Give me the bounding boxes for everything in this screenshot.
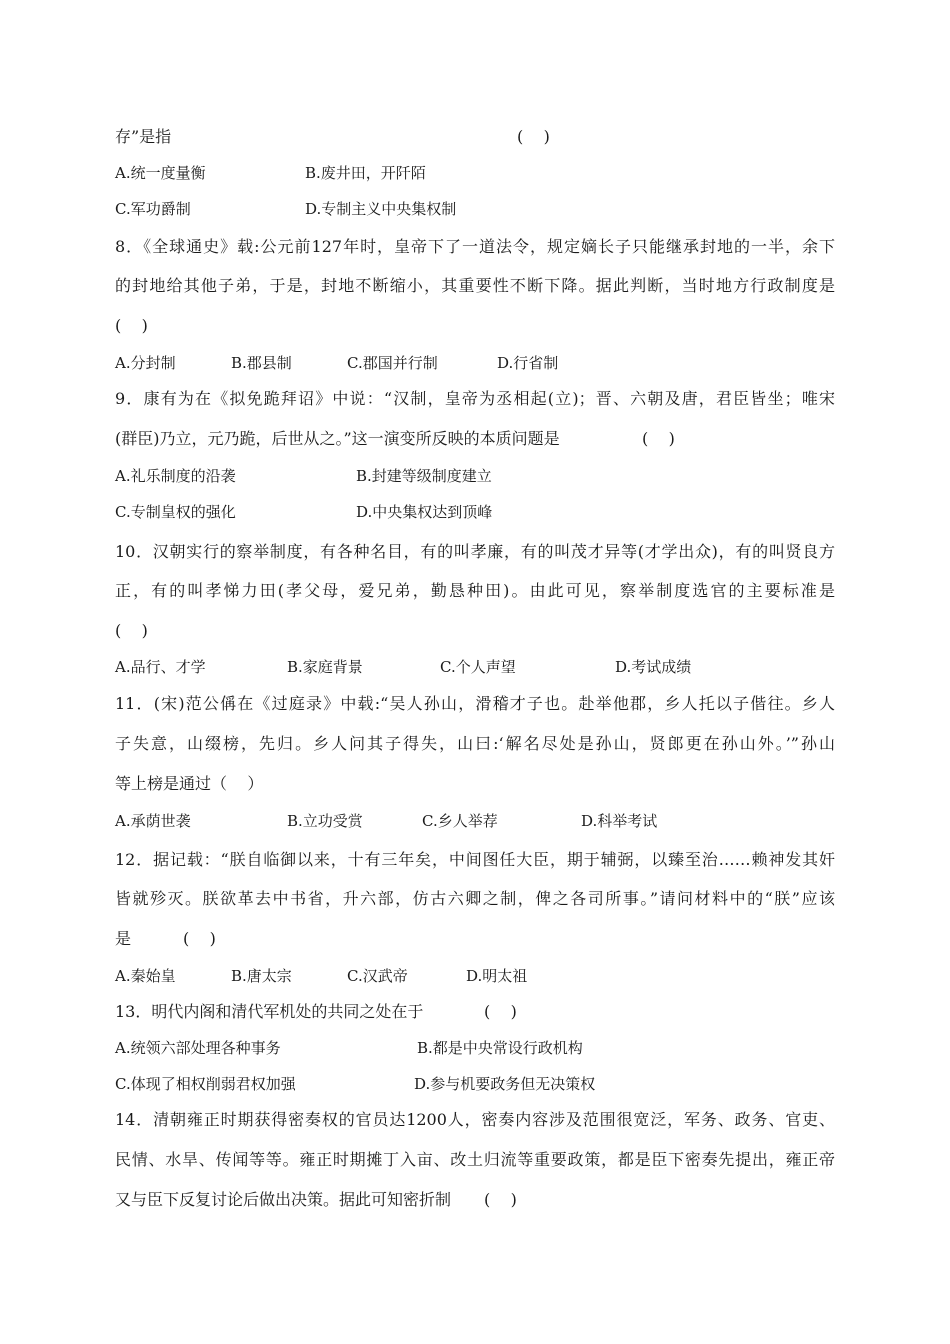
question-14-stem-line-3: 又与臣下反复讨论后做出决策。据此可知密折制 — [115, 1190, 452, 1209]
option-b: B.封建等级制度建立 — [356, 467, 492, 485]
question-11-stem-line-2: 子失意，山缀榜，先归。乡人问其子得失，山曰:‘解名尽处是孙山，贤郎更在孙山外。’”孙山 — [115, 734, 835, 753]
option-a: A.统领六部处理各种事务 — [115, 1039, 281, 1057]
answer-parentheses: ( ) — [484, 1002, 517, 1021]
question-11-stem-line-1: 11．(宋)范公偁在《过庭录》中载:“吴人孙山，滑稽才子也。赴举他郡，乡人托以子偕往。乡人 — [115, 694, 835, 713]
option-a: A.统一度量衡 — [115, 164, 206, 182]
question-8-stem-line-2: 的封地给其他子弟，于是，封地不断缩小，其重要性不断下降。据此判断，当时地方行政制度是 — [115, 276, 835, 295]
option-a: A.秦始皇 — [115, 967, 176, 985]
option-d: D.科举考试 — [581, 812, 658, 830]
option-a: A.分封制 — [115, 354, 176, 372]
question-12-stem-line-3: 是 — [115, 929, 132, 948]
answer-parentheses: ( ) — [484, 1190, 517, 1209]
question-14-stem-line-1: 14．清朝雍正时期获得密奏权的官员达1200人，密奏内容涉及范围很宽泛，军务、政务、官吏、 — [115, 1110, 835, 1129]
option-c: C.专制皇权的强化 — [115, 503, 236, 521]
option-d: D.专制主义中央集权制 — [305, 200, 457, 218]
question-14-stem-line-2: 民情、水旱、传闻等等。雍正时期摊丁入亩、改土归流等重要政策，都是臣下密奏先提出，雍正帝 — [115, 1150, 835, 1169]
option-b: B.唐太宗 — [231, 967, 292, 985]
option-c: C.郡国并行制 — [347, 354, 438, 372]
option-b: B.家庭背景 — [287, 658, 363, 676]
option-c: C.汉武帝 — [347, 967, 408, 985]
option-c: C.个人声望 — [440, 658, 516, 676]
question-10-stem-line-2: 正，有的叫孝悌力田(孝父母，爱兄弟，勤恳种田)。由此可见，察举制度选官的主要标准是 — [115, 581, 835, 600]
question-7-stem-tail: 存”是指 — [115, 127, 172, 146]
question-11-stem-line-3: 等上榜是通过（ ） — [115, 774, 264, 793]
option-d: D.中央集权达到顶峰 — [356, 503, 493, 521]
option-b: B.郡县制 — [231, 354, 292, 372]
option-d: D.考试成绩 — [615, 658, 692, 676]
option-a: A.承荫世袭 — [115, 812, 191, 830]
answer-parentheses: ( ) — [115, 316, 148, 335]
answer-parentheses: ( ) — [183, 929, 216, 948]
option-c: C.乡人举荐 — [422, 812, 498, 830]
answer-parentheses: ( ) — [642, 429, 675, 448]
option-a: A.品行、才学 — [115, 658, 206, 676]
question-13-stem: 13．明代内阁和清代军机处的共同之处在于 — [115, 1002, 424, 1021]
option-c: C.军功爵制 — [115, 200, 191, 218]
option-d: D.行省制 — [497, 354, 559, 372]
answer-parentheses: ( ) — [115, 621, 148, 640]
option-d: D.明太祖 — [466, 967, 528, 985]
option-c: C.体现了相权削弱君权加强 — [115, 1075, 296, 1093]
question-8-stem-line-1: 8．《全球通史》载:公元前127年时，皇帝下了一道法令，规定嫡长子只能继承封地的一半，余下 — [115, 237, 835, 256]
question-9-stem-line-1: 9．康有为在《拟免跪拜诏》中说：“汉制，皇帝为丞相起(立)；晋、六朝及唐，君臣皆坐；唯宋 — [115, 389, 835, 408]
option-b: B.废井田，开阡陌 — [305, 164, 426, 182]
option-b: B.立功受赏 — [287, 812, 363, 830]
option-d: D.参与机要政务但无决策权 — [414, 1075, 596, 1093]
option-a: A.礼乐制度的沿袭 — [115, 467, 236, 485]
answer-parentheses: ( ) — [517, 127, 550, 146]
question-10-stem-line-1: 10．汉朝实行的察举制度，有各种名目，有的叫孝廉，有的叫茂才异等(才学出众)，有的叫贤良方 — [115, 542, 835, 561]
question-12-stem-line-2: 皆就殄灭。朕欲革去中书省，升六部，仿古六卿之制，俾之各司所事。”请问材料中的“朕”应该 — [115, 889, 835, 908]
question-12-stem-line-1: 12．据记载：“朕自临御以来，十有三年矣，中间图任大臣，期于辅弼，以臻至治……赖神发其奸 — [115, 850, 835, 869]
option-b: B.都是中央常设行政机构 — [417, 1039, 583, 1057]
question-9-stem-line-2: (群臣)乃立，元乃跪，后世从之。”这一演变所反映的本质问题是 — [115, 429, 560, 448]
